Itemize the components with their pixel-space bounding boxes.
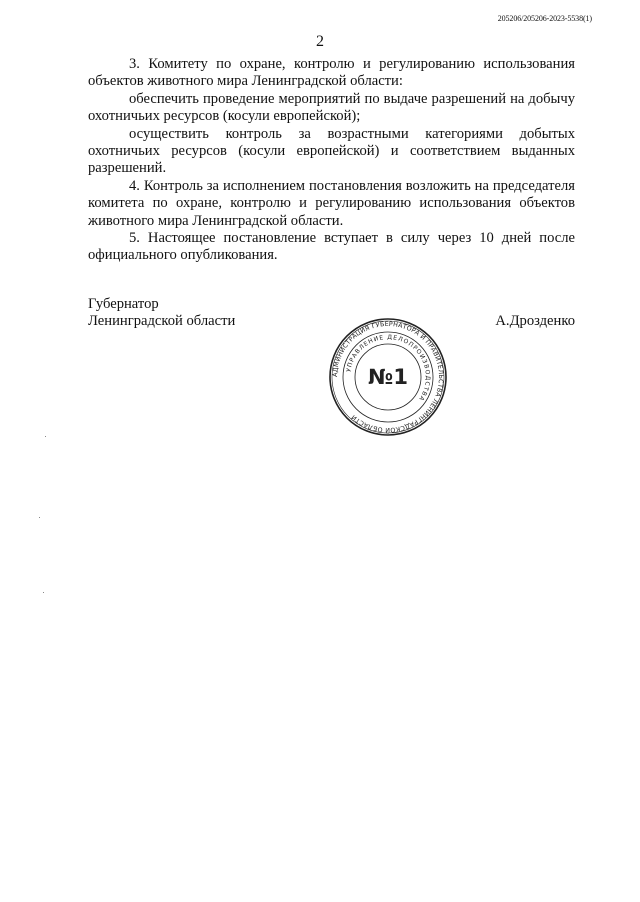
- scan-speck: [39, 517, 40, 518]
- signatory-name: А.Дрозденко: [495, 313, 575, 329]
- paragraph-3-item-1: обеспечить проведение мероприятий по выдаче разрешений на добычу охотничьих ресурсов (косули европейской);: [88, 90, 575, 125]
- stamp-number: №1: [368, 365, 408, 389]
- scan-speck: [43, 592, 44, 593]
- official-seal-stamp: [328, 317, 448, 437]
- document-id: 205206/205206-2023-5538(1): [497, 14, 592, 23]
- paragraph-4: 4. Контроль за исполнением постановления возложить на председателя комитета по охране, контролю и регулированию использования объектов животного мира Ленинградской области.: [88, 177, 575, 229]
- decree-body: [88, 56, 575, 265]
- paragraph-3: 3. Комитету по охране, контролю и регулированию использования объектов животного мира Ленинградской области:: [88, 56, 575, 90]
- stamp-inner-text: УПРАВЛЕНИЕ ДЕЛОПРОИЗВОДСТВА: [345, 333, 432, 403]
- scan-speck: [45, 436, 46, 437]
- signatory-title-line2: Ленинградской области: [88, 313, 236, 330]
- page-number: 2: [316, 33, 324, 50]
- signatory-title: [88, 296, 235, 331]
- paragraph-5: 5. Настоящее постановление вступает в силу через 10 дней после официального опубликования.: [88, 230, 575, 264]
- paragraph-3-item-2: осуществить контроль за возрастными категориями добытых охотничьих ресурсов (косули европейской) и соответствием выданных разрешений.: [88, 125, 575, 177]
- stamp-outer-text: АДМИНИСТРАЦИЯ ГУБЕРНАТОРА И ПРАВИТЕЛЬСТВА ЛЕНИНГРАДСКОЙ ОБЛАСТИ: [331, 320, 445, 434]
- signatory-title-line1: Губернатор: [88, 296, 159, 312]
